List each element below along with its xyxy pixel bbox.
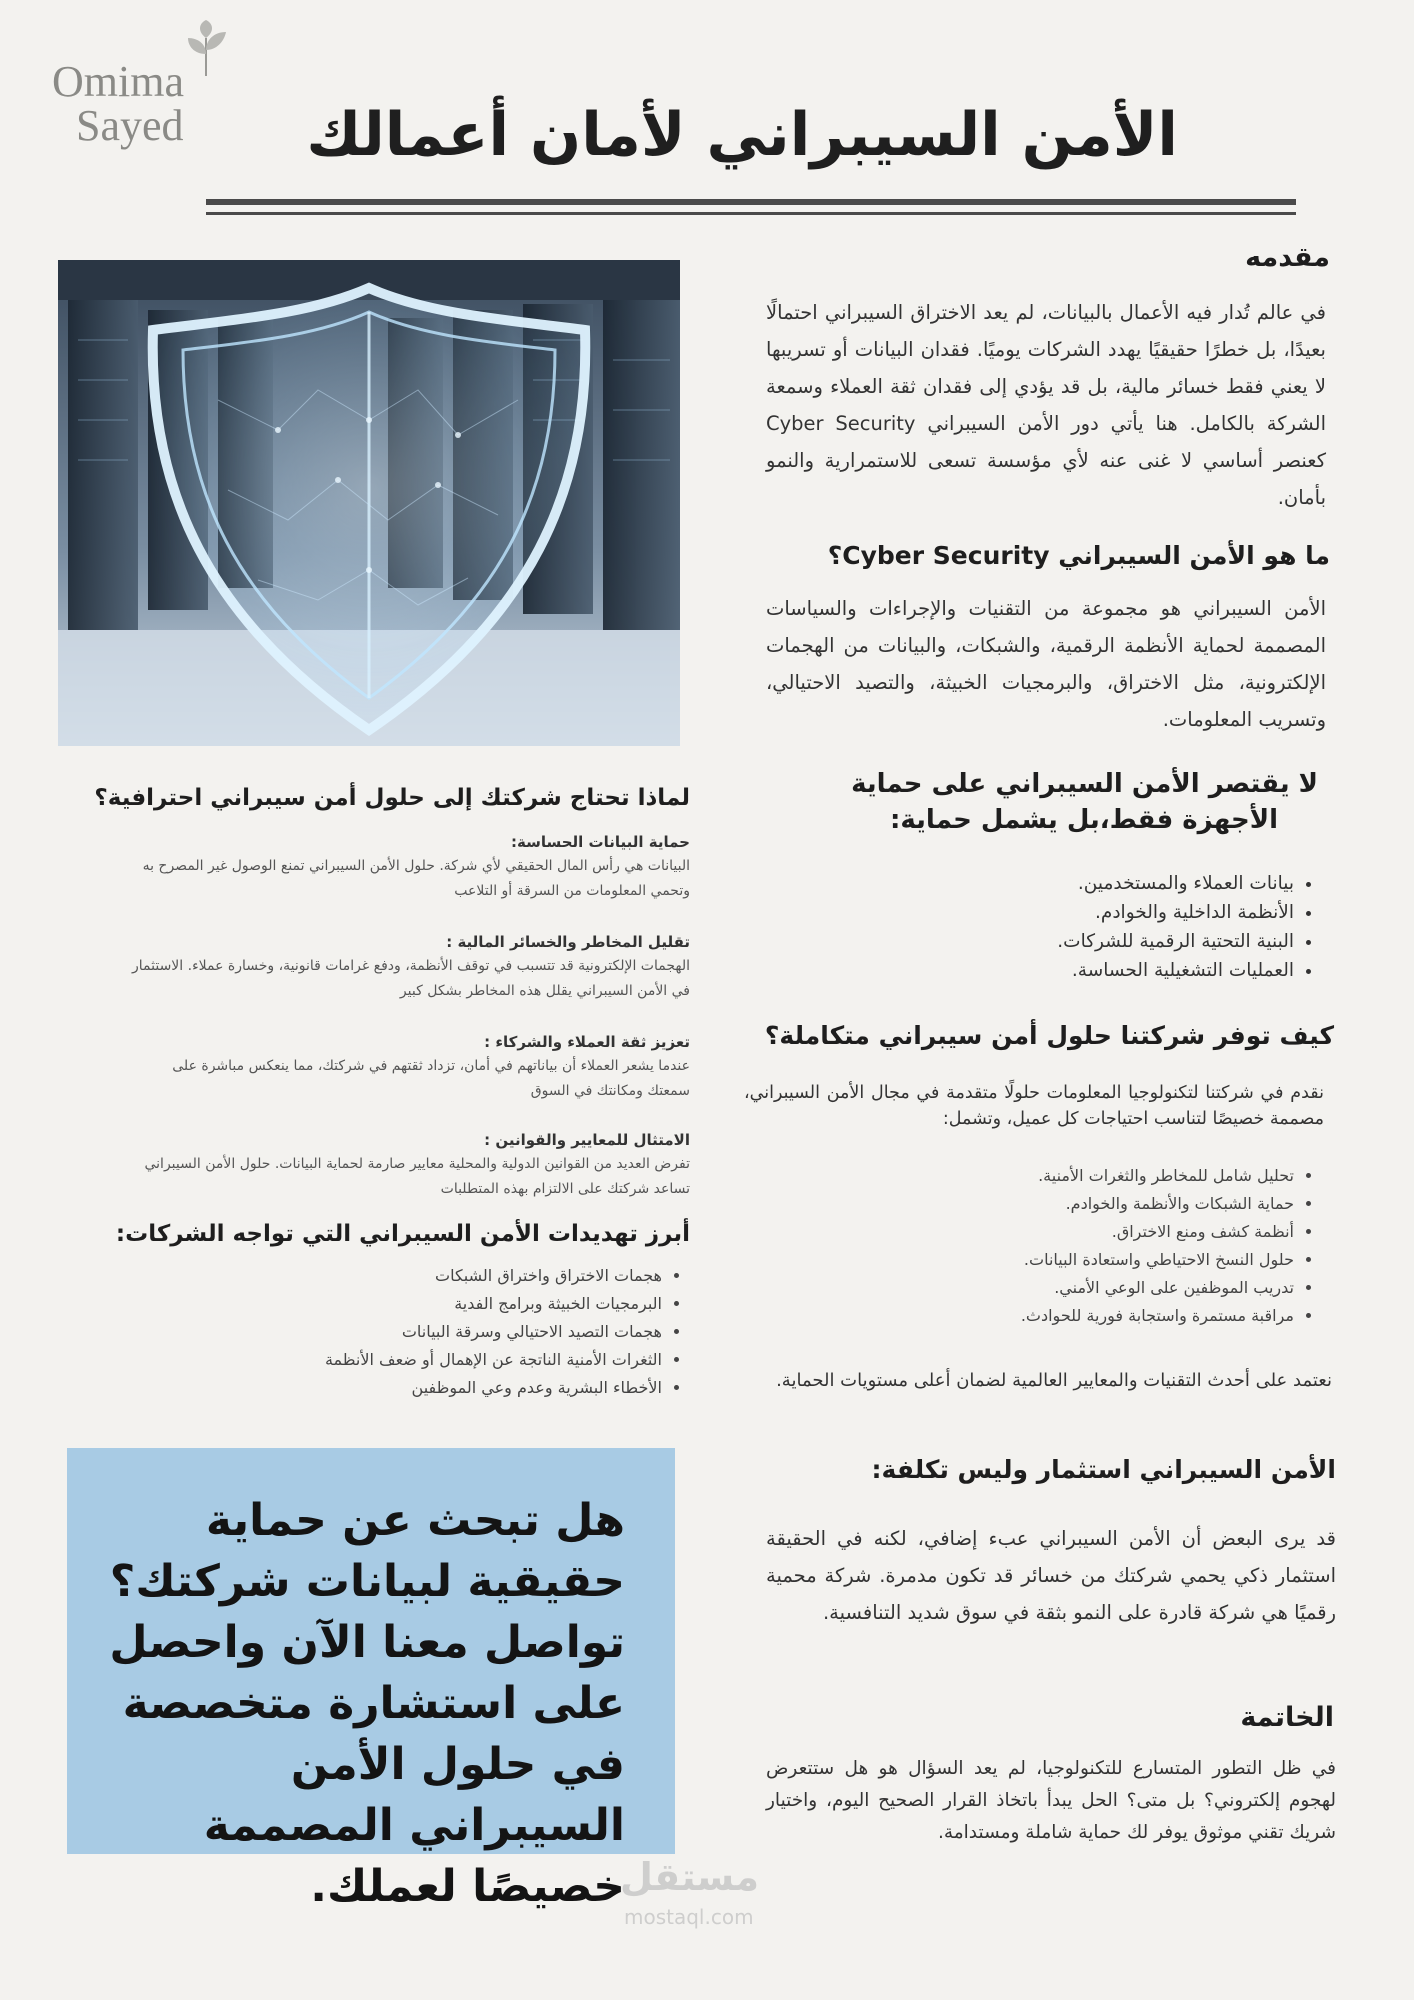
list-item: • العمليات التشغيلية الحساسة. — [874, 956, 1294, 985]
intro-heading: مقدمه — [1245, 242, 1330, 273]
what-text: الأمن السيبراني هو مجموعة من التقنيات والإجراءات والسياسات المصممة لحماية الأنظمة الرقمية، والشبكات، والبيانات من الهجمات الإلكترونية، مثل الاختراق، والبرمجيات الخبيثة، والتصيد الاحتيالي، وتسريب المعلومات. — [766, 597, 1326, 731]
title-rule-thick — [206, 199, 1296, 205]
why-point-title: حماية البيانات الحساسة: — [511, 833, 690, 851]
threats-list — [102, 1262, 690, 1402]
why-point-text: تفرض العديد من القوانين الدولية والمحلية معايير صارمة لحماية البيانات. حلول الأمن السيبراني تساعد شركتك على الالتزام بهذه المتطلبات — [144, 1156, 690, 1197]
scope-list — [874, 869, 1322, 985]
list-item: • هجمات التصيد الاحتيالي وسرقة البيانات — [102, 1318, 662, 1346]
leaf-icon — [176, 20, 236, 80]
why-point-title: الامتثال للمعايير والقوانين : — [484, 1131, 690, 1149]
cta-box — [67, 1448, 675, 1912]
conclusion-text: في ظل التطور المتسارع للتكنولوجيا، لم يعد السؤال هو هل ستتعرض لهجوم إلكتروني؟ بل متى؟ الحل يبدأ باتخاذ القرار الصحيح اليوم، واختيار شريك تقني موثوق يوفر لك حماية شاملة ومستدامة. — [766, 1758, 1336, 1843]
why-point-title: تعزيز ثقة العملاء والشركاء : — [484, 1033, 690, 1051]
list-item: • الثغرات الأمنية الناتجة عن الإهمال أو ضعف الأنظمة — [102, 1346, 662, 1374]
what-heading: ما هو الأمن السيبراني Cyber Security؟ — [827, 541, 1330, 570]
brand-logo — [50, 20, 230, 150]
brand-name-line1: Omima — [52, 57, 184, 106]
watermark-arabic: مستقل — [620, 1855, 759, 1899]
why-point — [130, 830, 690, 904]
list-item: • حلول النسخ الاحتياطي واستعادة البيانات. — [854, 1246, 1294, 1274]
watermark — [600, 1855, 800, 1935]
list-item: • الأخطاء البشرية وعدم وعي الموظفين — [102, 1374, 662, 1402]
scope-heading — [718, 766, 1318, 838]
watermark-latin: mostaql.com — [624, 1905, 754, 1929]
why-point — [130, 930, 690, 1004]
list-item: • أنظمة كشف ومنع الاختراق. — [854, 1218, 1294, 1246]
list-item: • البنية التحتية الرقمية للشركات. — [874, 927, 1294, 956]
why-point-text: الهجمات الإلكترونية قد تتسبب في توقف الأنظمة، ودفع غرامات قانونية، وخسارة عملاء. الاستثمار في الأمن السيبراني يقلل هذه المخاطر بشكل كبير — [132, 958, 690, 999]
brand-name-line2: Sayed — [76, 101, 184, 150]
shield-server-photo — [58, 260, 680, 746]
cta-text: هل تبحث عن حماية حقيقية لبيانات شركتك؟ تواصل معنا الآن واحصل على استشارة متخصصة في حلول الأمن السيبراني المصممة خصيصًا لعملك. — [109, 1495, 625, 1912]
list-item: • تدريب الموظفين على الوعي الأمني. — [854, 1274, 1294, 1302]
scope-heading-line2: الأجهزة فقط،بل يشمل حماية: — [890, 805, 1278, 835]
why-point-title: تقليل المخاطر والخسائر المالية : — [446, 933, 690, 951]
offer-text: نقدم في شركتنا لتكنولوجيا المعلومات حلولًا متقدمة في مجال الأمن السيبراني، مصممة خصيصًا لتناسب احتياجات كل عميل، وتشمل: — [744, 1083, 1324, 1129]
list-item: • حماية الشبكات والأنظمة والخوادم. — [854, 1190, 1294, 1218]
investment-heading: الأمن السيبراني استثمار وليس تكلفة: — [871, 1455, 1336, 1484]
list-item: • البرمجيات الخبيثة وبرامج الفدية — [102, 1290, 662, 1318]
list-item: • الأنظمة الداخلية والخوادم. — [874, 898, 1294, 927]
list-item: • تحليل شامل للمخاطر والثغرات الأمنية. — [854, 1162, 1294, 1190]
list-item: • هجمات الاختراق واختراق الشبكات — [102, 1262, 662, 1290]
list-item: • مراقبة مستمرة واستجابة فورية للحوادث. — [854, 1302, 1294, 1330]
why-point — [130, 1030, 690, 1104]
offer-list — [854, 1162, 1322, 1330]
why-point-text: عندما يشعر العملاء أن بياناتهم في أمان، تزداد ثقتهم في شركتك، مما ينعكس مباشرة على سمعتك ومكانتك في السوق — [172, 1058, 690, 1099]
offer-closing: نعتمد على أحدث التقنيات والمعايير العالمية لضمان أعلى مستويات الحماية. — [776, 1370, 1332, 1391]
intro-text: في عالم تُدار فيه الأعمال بالبيانات، لم يعد الاختراق السيبراني احتمالًا بعيدًا، بل خطرًا حقيقيًا يهدد الشركات يوميًا. فقدان البيانات أو تسريبها لا يعني فقط خسائر مالية، بل قد يؤدي إلى فقدان ثقة العملاء وسمعة الشركة بالكامل. هنا يأتي دور الأمن السيبراني Cyber Security كعنصر أساسي لا غنى عنه لأي مؤسسة تسعى للاستمرارية والنمو بأمان. — [766, 301, 1326, 509]
title-rule-thin — [206, 212, 1296, 215]
scope-heading-line1: لا يقتصر الأمن السيبراني على حماية — [851, 769, 1318, 799]
why-heading: لماذا تحتاج شركتك إلى حلول أمن سيبراني احترافية؟ — [94, 785, 690, 811]
list-item: • بيانات العملاء والمستخدمين. — [874, 869, 1294, 898]
shield-server-icon — [58, 260, 680, 746]
conclusion-heading: الخاتمة — [1240, 1702, 1334, 1733]
why-point — [130, 1128, 690, 1202]
page-title: الأمن السيبراني لأمان أعمالك — [306, 100, 1178, 170]
investment-text: قد يرى البعض أن الأمن السيبراني عبء إضافي، لكنه في الحقيقة استثمار ذكي يحمي شركتك من خسائر قد تكون مدمرة. شركة محمية رقميًا هي شركة قادرة على النمو بثقة في سوق شديد التنافسية. — [766, 1527, 1336, 1624]
why-point-text: البيانات هي رأس المال الحقيقي لأي شركة. حلول الأمن السيبراني تمنع الوصول غير المصرح به وتحمي المعلومات من السرقة أو التلاعب — [142, 858, 690, 899]
offer-heading: كيف توفر شركتنا حلول أمن سيبراني متكاملة؟ — [764, 1021, 1334, 1050]
threats-heading: أبرز تهديدات الأمن السيبراني التي تواجه الشركات: — [115, 1221, 690, 1247]
